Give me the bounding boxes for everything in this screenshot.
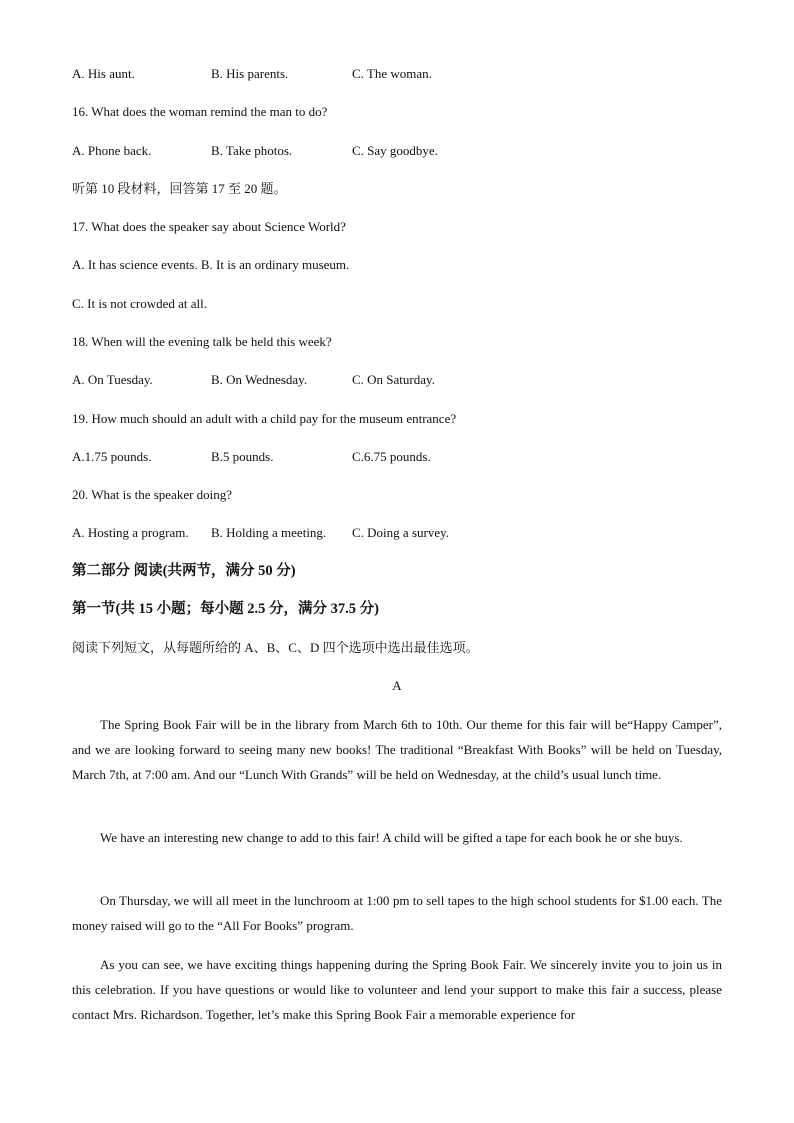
section10-instruction: 听第 10 段材料，回答第 17 至 20 题。 — [72, 181, 287, 196]
passage-label: A — [392, 678, 402, 693]
q19-option-c: C.6.75 pounds. — [352, 449, 431, 464]
q18-option-b: B. On Wednesday. — [211, 372, 308, 387]
q20-option-a: A. Hosting a program. — [72, 525, 189, 540]
q17-options-ab: A. It has science events. B. It is an ordinary museum. — [72, 257, 350, 272]
q20-option-b: B. Holding a meeting. — [211, 525, 327, 540]
q19-option-a: A.1.75 pounds. — [72, 449, 152, 464]
q18-option-c: C. On Saturday. — [352, 372, 435, 387]
q16-option-c: C. Say goodbye. — [352, 143, 438, 158]
q18-option-a: A. On Tuesday. — [72, 372, 153, 387]
part2-heading: 第二部分 阅读(共两节，满分 50 分) — [72, 563, 296, 579]
section1-heading: 第一节(共 15 小题；每小题 2.5 分，满分 37.5 分) — [72, 601, 379, 617]
q17-option-c: C. It is not crowded at all. — [72, 296, 208, 311]
passage-paragraph-2: We have an interesting new change to add to this fair! A child will be gifted a tape for each book he or she buys. — [100, 830, 683, 845]
q18-question: 18. When will the evening talk be held this week? — [72, 334, 332, 349]
q19-option-b: B.5 pounds. — [211, 449, 274, 464]
q15-option-a: A. His aunt. — [72, 66, 135, 81]
q17-question: 17. What does the speaker say about Science World? — [72, 219, 346, 234]
passage-paragraph-3: On Thursday, we will all meet in the lunchroom at 1:00 pm to sell tapes to the high school students for $1.00 each. The money raised will go to the “All For Books” program. — [72, 893, 722, 933]
q16-option-b: B. Take photos. — [211, 143, 293, 158]
q16-question: 16. What does the woman remind the man to do? — [72, 104, 328, 119]
q19-question: 19. How much should an adult with a child pay for the museum entrance? — [72, 411, 457, 426]
passage-paragraph-1: The Spring Book Fair will be in the library from March 6th to 10th. Our theme for this fair will be“Happy Camper”, and we are looking forward to seeing many new books! The traditional “Breakfast With Books” will be held on Tuesday, March 7th, at 7:00 am. And our “Lunch With Grands” will be held on Wednesday, at the child’s usual lunch time. — [72, 717, 722, 782]
passage-paragraph-4: As you can see, we have exciting things happening during the Spring Book Fair. We sincerely invite you to join us in this celebration. If you have questions or would like to volunteer and lend your support to make this fair a success, please contact Mrs. Richardson. Together, let’s make this Spring Book Fair a memorable experience for — [72, 957, 722, 1022]
reading-instruction: 阅读下列短文，从每题所给的 A、B、C、D 四个选项中选出最佳选项。 — [72, 640, 479, 655]
q15-option-b: B. His parents. — [211, 66, 289, 81]
q15-option-c: C. The woman. — [352, 66, 432, 81]
q20-question: 20. What is the speaker doing? — [72, 487, 233, 502]
q16-option-a: A. Phone back. — [72, 143, 152, 158]
q20-option-c: C. Doing a survey. — [352, 525, 450, 540]
